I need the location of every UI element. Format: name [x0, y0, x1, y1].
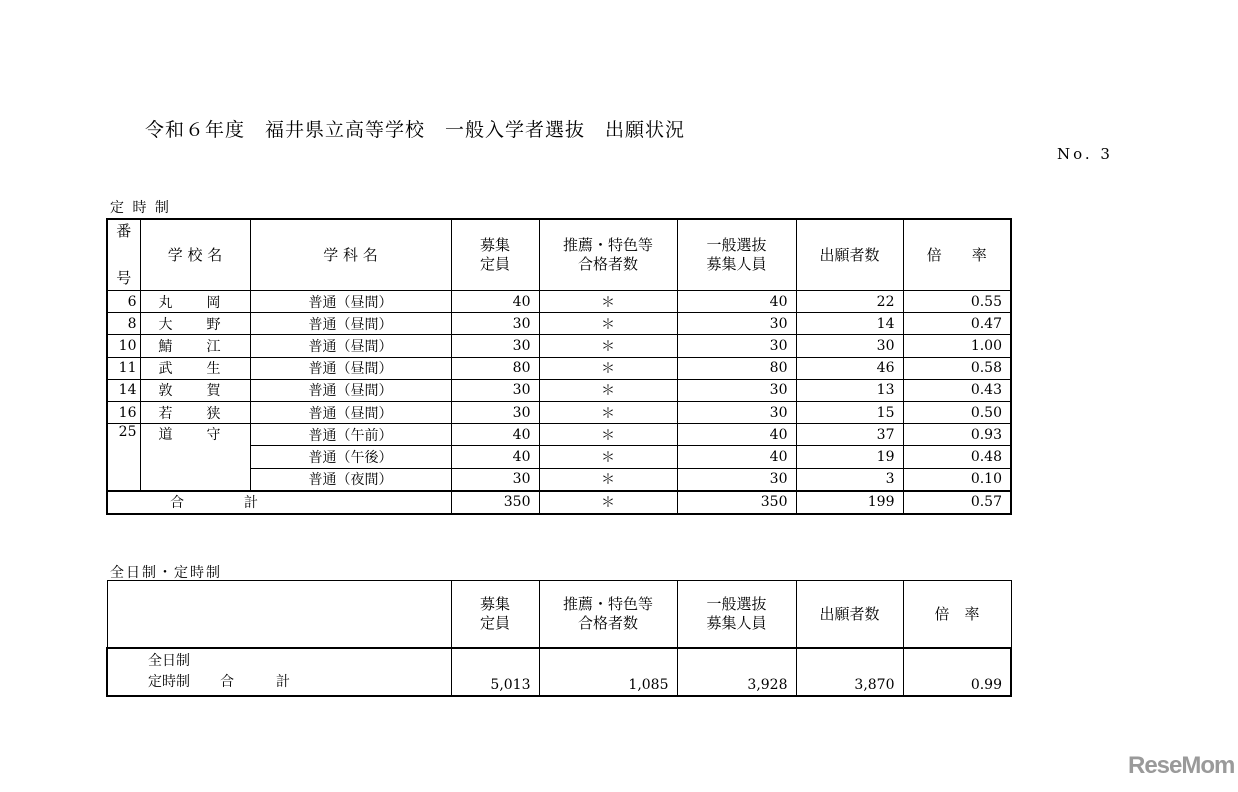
row-school: [140, 379, 250, 401]
row-number: 10: [107, 335, 140, 357]
total-capacity: 350: [451, 491, 539, 514]
row-applicants: 19: [796, 446, 903, 468]
row-applicants: 22: [796, 291, 903, 313]
row-department: 普通（夜間）: [250, 468, 451, 491]
header-capacity-line1: 募集: [479, 595, 510, 613]
row-recommend: ＊: [539, 424, 677, 446]
school-name: 道守: [158, 427, 221, 444]
row-general: 40: [677, 446, 796, 468]
header-capacity-line1: 募集: [479, 236, 510, 254]
row-capacity: 40: [451, 424, 539, 446]
school-name: 武生: [158, 361, 221, 378]
row-ratio: 1.00: [903, 335, 1011, 357]
row-general: 30: [677, 379, 796, 401]
row-ratio: 0.50: [903, 401, 1011, 423]
row-general: 40: [677, 424, 796, 446]
row-recommend: ＊: [539, 446, 677, 468]
row-capacity: 30: [451, 379, 539, 401]
school-name: 若狭: [158, 405, 221, 422]
row-department: 普通（昼間）: [250, 357, 451, 379]
table-row: [107, 357, 1011, 379]
row-recommend: ＊: [539, 379, 677, 401]
header-ratio: 倍 率: [903, 581, 1011, 649]
header-number-top: 番: [116, 222, 132, 240]
grand-total-row: [107, 648, 1011, 696]
grand-total-ratio: 0.99: [903, 648, 1011, 696]
row-school: [140, 357, 250, 379]
table-row: [107, 335, 1011, 357]
total-recommend: ＊: [539, 491, 677, 514]
grand-total-label-line2: 定時制: [148, 674, 190, 690]
header-applicants: 出願者数: [796, 581, 903, 649]
watermark-logo: ReseMom: [1128, 752, 1235, 779]
row-applicants: 30: [796, 335, 903, 357]
total-general: 350: [677, 491, 796, 514]
header-general: [677, 581, 796, 649]
grand-total-label-line1: 全日制: [148, 653, 190, 669]
row-applicants: 13: [796, 379, 903, 401]
row-recommend: ＊: [539, 335, 677, 357]
row-ratio: 0.48: [903, 446, 1011, 468]
total-label-cell: [107, 491, 451, 514]
total-label: 合計: [170, 495, 258, 512]
row-number: 16: [107, 401, 140, 423]
header-general-line1: 一般選抜: [706, 595, 767, 613]
row-ratio: 0.43: [903, 379, 1011, 401]
total-row: [107, 491, 1011, 514]
row-capacity: 30: [451, 401, 539, 423]
row-capacity: 30: [451, 468, 539, 491]
row-department: 普通（昼間）: [250, 379, 451, 401]
school-name: 丸岡: [158, 294, 221, 311]
header-general-line2: 募集人員: [706, 255, 767, 273]
row-general: 30: [677, 335, 796, 357]
grand-total-label: [107, 648, 451, 696]
row-school: [140, 401, 250, 423]
row-general: 30: [677, 468, 796, 491]
row-capacity: 30: [451, 335, 539, 357]
row-recommend: ＊: [539, 291, 677, 313]
part-time-table: [106, 218, 1012, 515]
row-department: 普通（昼間）: [250, 313, 451, 335]
section-label-all: 全日制・定時制: [110, 565, 222, 581]
row-school: [140, 335, 250, 357]
grand-total-label-line3: 合計: [220, 674, 290, 690]
row-applicants: 46: [796, 357, 903, 379]
row-number: 25: [107, 424, 140, 491]
row-ratio: 0.47: [903, 313, 1011, 335]
combined-table: [106, 580, 1012, 697]
row-department: 普通（午前）: [250, 424, 451, 446]
total-applicants: 199: [796, 491, 903, 514]
school-name: 大野: [158, 316, 221, 333]
school-name: 敦賀: [158, 383, 221, 400]
header-recommend-line2: 合格者数: [577, 614, 638, 632]
row-applicants: 14: [796, 313, 903, 335]
grand-total-capacity: 5,013: [451, 648, 539, 696]
header-recommend-line1: 推薦・特色等: [562, 236, 653, 254]
row-recommend: ＊: [539, 357, 677, 379]
page-number: No. 3: [1057, 145, 1113, 163]
section-label-part-time: 定 時 制: [110, 200, 171, 216]
row-general: 30: [677, 313, 796, 335]
header-applicants: 出願者数: [796, 219, 903, 291]
grand-total-applicants: 3,870: [796, 648, 903, 696]
row-capacity: 40: [451, 446, 539, 468]
header-blank: [107, 581, 451, 649]
row-capacity: 30: [451, 313, 539, 335]
row-general: 40: [677, 291, 796, 313]
row-number: 6: [107, 291, 140, 313]
row-recommend: ＊: [539, 401, 677, 423]
header-recommend: [539, 581, 677, 649]
row-applicants: 15: [796, 401, 903, 423]
row-general: 80: [677, 357, 796, 379]
table-row: [107, 379, 1011, 401]
header-recommend-line2: 合格者数: [577, 255, 638, 273]
row-recommend: ＊: [539, 313, 677, 335]
row-department: 普通（昼間）: [250, 335, 451, 357]
table-row: [107, 291, 1011, 313]
row-capacity: 80: [451, 357, 539, 379]
row-school: [140, 424, 250, 491]
header-capacity: [451, 581, 539, 649]
header-capacity: [451, 219, 539, 291]
row-applicants: 3: [796, 468, 903, 491]
row-department: 普通（昼間）: [250, 401, 451, 423]
row-capacity: 40: [451, 291, 539, 313]
table-row: [107, 401, 1011, 423]
row-department: 普通（昼間）: [250, 291, 451, 313]
header-number-bottom: 号: [116, 269, 132, 287]
grand-total-recommend: 1,085: [539, 648, 677, 696]
header-capacity-line2: 定員: [479, 614, 510, 632]
row-number: 14: [107, 379, 140, 401]
header-department: 学 科 名: [250, 219, 451, 291]
header-recommend-line1: 推薦・特色等: [562, 595, 653, 613]
row-number: 8: [107, 313, 140, 335]
row-number: 11: [107, 357, 140, 379]
table-row: [107, 424, 1011, 446]
row-applicants: 37: [796, 424, 903, 446]
table-header-row: [107, 581, 1011, 649]
header-general: [677, 219, 796, 291]
header-general-line2: 募集人員: [706, 614, 767, 632]
school-name: 鯖江: [158, 338, 221, 355]
row-school: [140, 291, 250, 313]
table-row: [107, 313, 1011, 335]
page-title: 令和６年度 福井県立高等学校 一般入学者選抜 出願状況: [145, 119, 686, 141]
row-school: [140, 313, 250, 335]
header-recommend: [539, 219, 677, 291]
total-ratio: 0.57: [903, 491, 1011, 514]
row-ratio: 0.10: [903, 468, 1011, 491]
header-number: [107, 219, 140, 291]
table-header-row: [107, 219, 1011, 291]
row-ratio: 0.58: [903, 357, 1011, 379]
header-general-line1: 一般選抜: [706, 236, 767, 254]
row-ratio: 0.93: [903, 424, 1011, 446]
row-general: 30: [677, 401, 796, 423]
header-ratio: 倍 率: [903, 219, 1011, 291]
header-capacity-line2: 定員: [479, 255, 510, 273]
row-department: 普通（午後）: [250, 446, 451, 468]
row-recommend: ＊: [539, 468, 677, 491]
row-ratio: 0.55: [903, 291, 1011, 313]
header-school: 学 校 名: [140, 219, 250, 291]
grand-total-general: 3,928: [677, 648, 796, 696]
